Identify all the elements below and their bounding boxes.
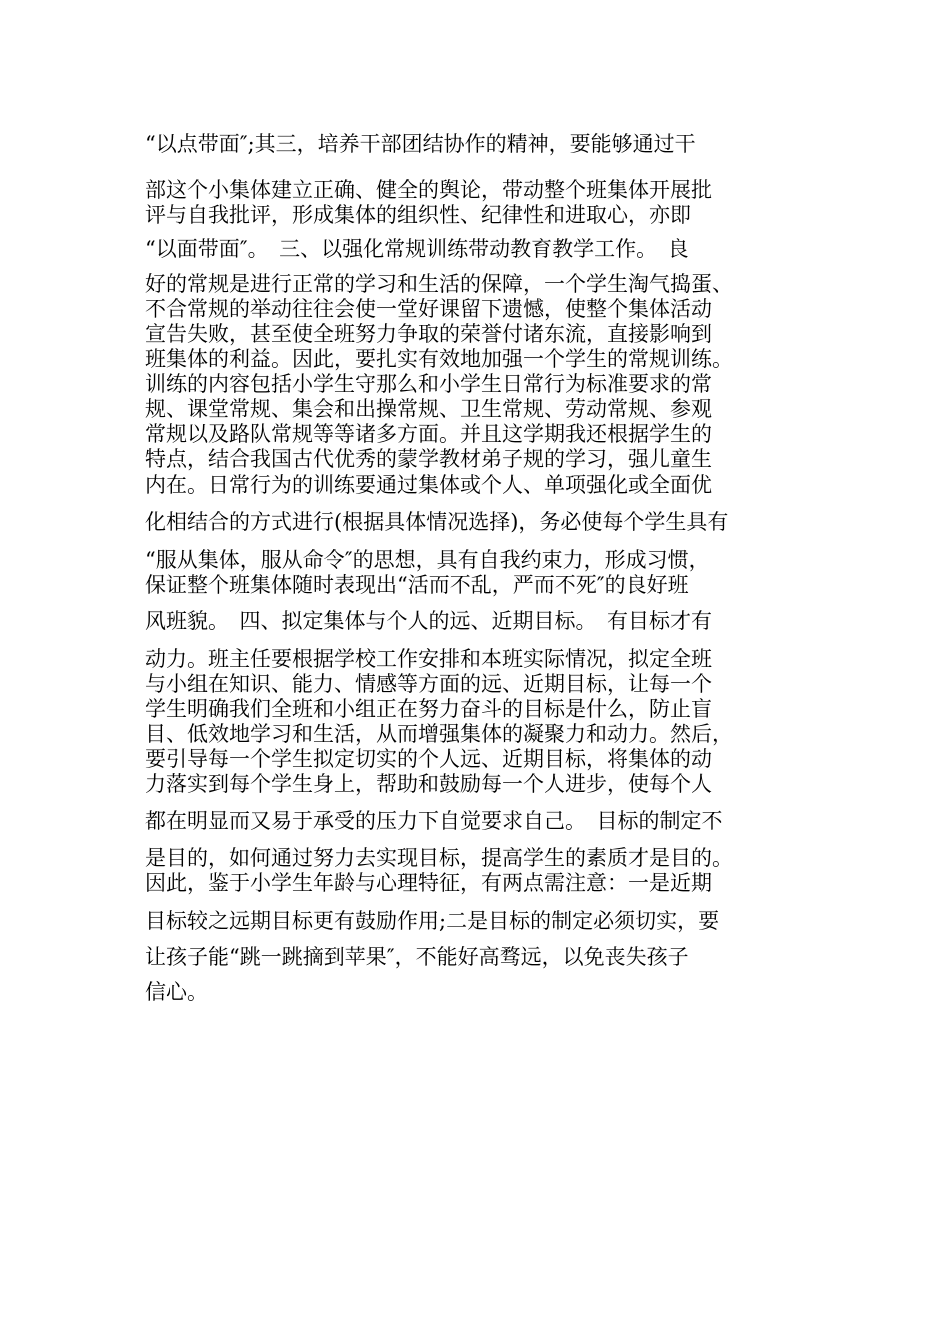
- text-line: 是目的，如何通过努力去实现目标，提高学生的素质才是目的。: [145, 846, 733, 870]
- text-line: 内在。日常行为的训练要通过集体或个人、单项强化或全面优: [145, 473, 712, 497]
- text-line: 常规以及路队常规等等诸多方面。并且这学期我还根据学生的: [145, 422, 712, 446]
- text-line: “以点带面″;其三，培养干部团结协作的精神，要能够通过干: [145, 132, 696, 156]
- text-line: 因此，鉴于小学生年龄与心理特征，有两点需注意：一是近期: [145, 871, 712, 895]
- text-line: 都在明显而又易于承受的压力下自觉要求自己。 目标的制定不: [145, 809, 723, 833]
- text-line: 班集体的利益。因此，要扎实有效地加强一个学生的常规训练。: [145, 347, 733, 371]
- text-line: 部这个小集体建立正确、健全的舆论，带动整个班集体开展批: [145, 178, 712, 202]
- text-line: 化相结合的方式进行(根据具体情况选择)，务必使每个学生具有: [145, 510, 729, 534]
- text-line: 训练的内容包括小学生守那么和小学生日常行为标准要求的常: [145, 372, 712, 396]
- text-line: 让孩子能“跳一跳摘到苹果″，不能好高骛远，以免丧失孩子: [145, 945, 689, 969]
- text-line: 学生明确我们全班和小组正在努力奋斗的目标是什么，防止盲: [145, 697, 712, 721]
- text-line: 目标较之远期目标更有鼓励作用;二是目标的制定必须切实，要: [145, 909, 720, 933]
- text-line: 评与自我批评，形成集体的组织性、纪律性和进取心，亦即: [145, 203, 691, 227]
- text-line: 特点，结合我国古代优秀的蒙学教材弟子规的学习，强儿童生: [145, 447, 712, 471]
- text-line: 规、课堂常规、集会和出操常规、卫生常规、劳动常规、参观: [145, 397, 712, 421]
- text-line: 动力。班主任要根据学校工作安排和本班实际情况，拟定全班: [145, 647, 712, 671]
- text-line: 宣告失败，甚至使全班努力争取的荣誉付诸东流，直接影响到: [145, 322, 712, 346]
- text-line: 力落实到每个学生身上，帮助和鼓励每一个人进步，使每个人: [145, 772, 712, 796]
- text-line: 信心。: [145, 980, 208, 1004]
- text-line: 与小组在知识、能力、情感等方面的远、近期目标，让每一个: [145, 672, 712, 696]
- text-line: 保证整个班集体随时表现出“活而不乱，严而不死″的良好班: [145, 573, 689, 597]
- text-line: 风班貌。 四、拟定集体与个人的远、近期目标。 有目标才有: [145, 609, 712, 633]
- text-line: “服从集体，服从命令″的思想，具有自我约束力，形成习惯，: [145, 548, 710, 572]
- text-line: 目、低效地学习和生活，从而增强集体的凝聚力和动力。然后，: [145, 722, 733, 746]
- text-line: 要引导每一个学生拟定切实的个人远、近期目标，将集体的动: [145, 747, 712, 771]
- text-line: “以面带面″。 三、以强化常规训练带动教育教学工作。 良: [145, 237, 689, 261]
- text-line: 好的常规是进行正常的学习和生活的保障，一个学生淘气捣蛋、: [145, 272, 733, 296]
- text-line: 不合常规的举动往往会使一堂好课留下遗憾，使整个集体活动: [145, 297, 712, 321]
